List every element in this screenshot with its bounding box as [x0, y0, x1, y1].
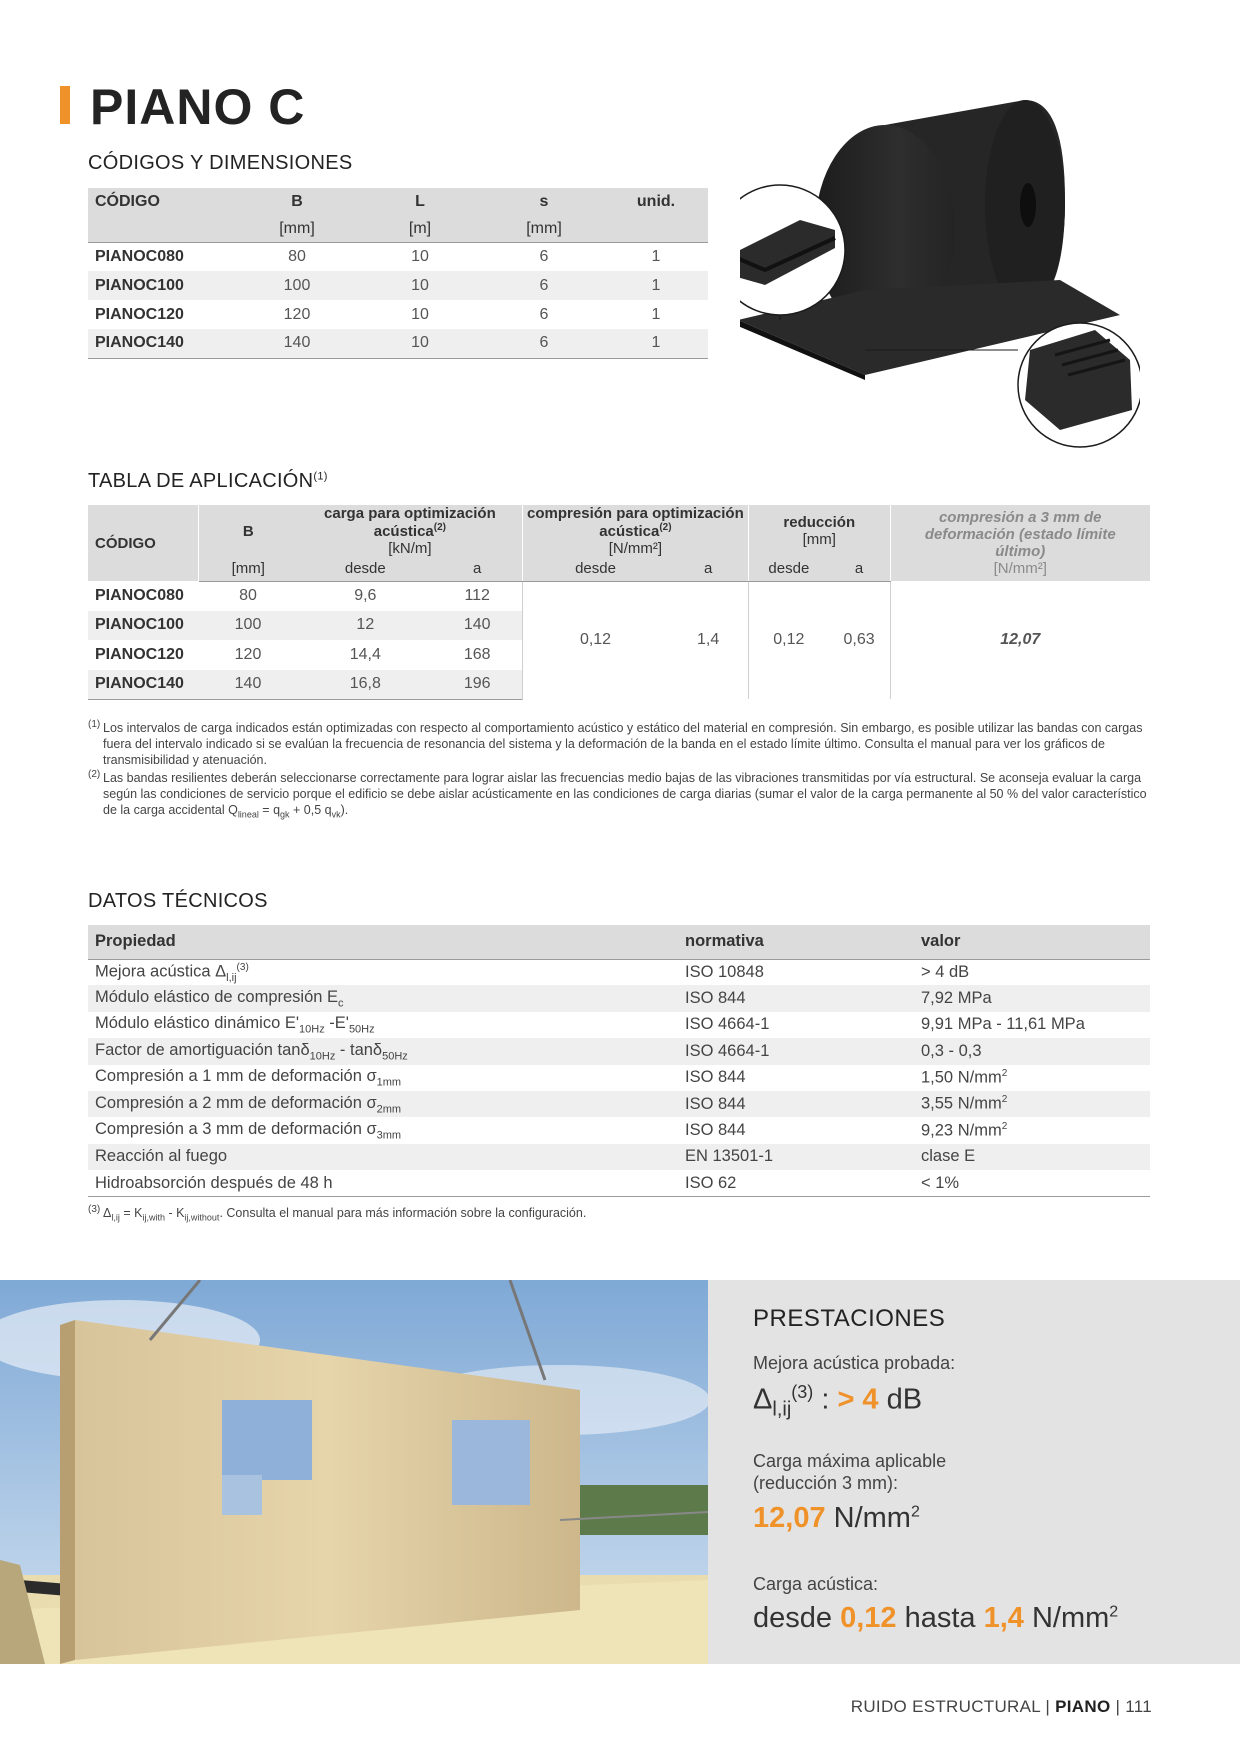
tech-footnote: (3) $\Delta_{l,ij} = K_{ij,with} - K_{ij,without}$. Consulta el manual para más información sobre la configuración.: [88, 1204, 587, 1223]
standard-cell: ISO 4664-1: [678, 1038, 914, 1064]
value-cell: clase E: [914, 1144, 1150, 1170]
perf-label-acoustic: Mejora acústica probada:: [753, 1353, 956, 1373]
property-cell: Reacción al fuego: [88, 1144, 678, 1170]
app-from: desde: [749, 557, 829, 581]
codes-unit: [m]: [356, 216, 484, 242]
application-footnotes: [88, 720, 1150, 825]
app-to: a: [829, 557, 890, 581]
table-row: [88, 985, 1150, 1011]
table-row: PIANOC100 100 10 6 1: [88, 271, 708, 300]
table-row: [88, 1012, 1150, 1038]
value-cell: 7,92 MPa: [914, 985, 1150, 1011]
standard-cell: EN 13501-1: [678, 1144, 914, 1170]
app-from: desde: [522, 557, 668, 581]
tech-header-standard: normativa: [678, 925, 914, 959]
performance-title: PRESTACIONES: [753, 1305, 946, 1332]
red-to-value: 0,63: [829, 581, 890, 699]
standard-cell: ISO 10848: [685, 962, 764, 981]
performance-panel: [708, 1280, 1240, 1664]
table-row: [88, 1144, 1150, 1170]
page-title: PIANO C: [90, 79, 306, 135]
table-row: PIANOC140 140 10 6 1: [88, 329, 708, 358]
app-header-compression: compresión para optimización acústica$^{(2)}$ [N/mm²]: [522, 505, 748, 557]
codes-unit: [604, 216, 708, 242]
value-cell: < 1%: [914, 1170, 1150, 1196]
app-header-load: carga para optimización acústica$^{(2)}$ [kN/m]: [298, 505, 522, 557]
table-row: PIANOC100 100 12 140: [88, 611, 1150, 641]
table-row: PIANOC080 80 10 6 1: [95, 247, 661, 265]
table-row: PIANOC140 140 16,8 196: [88, 670, 1150, 700]
comp-from-value: 0,12: [522, 581, 668, 699]
property-cell: Módulo elástico de compresión $E_c$: [88, 985, 678, 1011]
property-cell: Factor de amortiguación tanδ$_{10Hz}$ - tanδ$_{50Hz}$: [88, 1038, 678, 1064]
property-cell: Módulo elástico dinámico $E'_{10Hz}$ $-E'_{50Hz}$: [95, 1014, 375, 1036]
app-to: a: [433, 557, 523, 581]
property-cell: Mejora acústica $\Delta_{l,ij}^{(3)}$: [95, 961, 249, 984]
application-section-title: TABLA DE APLICACIÓN$^{(1)}$: [88, 470, 328, 492]
uls-value: 12,07: [890, 581, 1150, 699]
table-row: [88, 1091, 1150, 1117]
page-number: 111: [1125, 1697, 1152, 1716]
table-row: PIANOC120 120 10 6 1: [95, 305, 661, 323]
codes-unit: [mm]: [238, 216, 356, 242]
comp-to-value: 1,4: [668, 581, 748, 699]
app-header-code: CÓDIGO: [88, 505, 198, 581]
table-row: [88, 1065, 1150, 1091]
value-cell: > 4 dB: [921, 962, 970, 981]
product-roll-image: [740, 80, 1140, 450]
red-from-value: 0,12: [749, 581, 829, 699]
perf-value-max-load: 12,07 $N/mm^2$: [753, 1502, 920, 1534]
standard-cell: ISO 62: [678, 1170, 914, 1196]
property-cell: Compresión a 2 mm de deformación $\sigma_{2mm}$: [88, 1091, 678, 1117]
value-cell: 1,50 $N/mm^2$: [921, 1068, 1008, 1087]
perf-value-acoustic-load: desde 0,12 hasta 1,4 $N/mm^2$: [753, 1602, 1119, 1634]
app-header-reduction: reducción [mm]: [749, 505, 890, 557]
table-row: PIANOC080 80 9,6 112 0,12 1,4 0,12 0,63 12,07: [88, 581, 1150, 611]
table-row: [88, 959, 1150, 985]
standard-cell: ISO 844: [678, 1091, 914, 1117]
footer-product: PIANO: [1055, 1697, 1111, 1716]
codes-table: [88, 188, 708, 359]
standard-cell: ISO 844: [685, 1121, 746, 1140]
value-cell: 3,55 $N/mm^2$: [914, 1091, 1150, 1117]
footnote-1: (1) Los intervalos de carga indicados están optimizadas con respecto al comportamiento acústico y estático del material en compresión. Sin embargo, es posible utilizar las bandas con cargas fuera del intervalo indicado si se evalúan la frecuencia de resonancia del sistema y la deformación de la banda en el estado límite último. Consulta el manual para ver los gráficos de transmisibilidad y atenuación.: [88, 719, 1143, 767]
perf-label-max-load: Carga máxima aplicable (reducción 3 mm):: [753, 1451, 947, 1493]
codes-unit: [88, 216, 238, 242]
perf-label-acoustic-load: Carga acústica:: [753, 1574, 879, 1594]
app-to: a: [668, 557, 748, 581]
value-cell: 0,3 - 0,3: [914, 1038, 1150, 1064]
codes-header-code: CÓDIGO: [88, 188, 238, 216]
standard-cell: ISO 4664-1: [685, 1015, 770, 1034]
property-cell: Compresión a 3 mm de deformación $\sigma_{3mm}$: [95, 1119, 402, 1142]
table-row: [88, 1038, 1150, 1064]
value-cell: 9,91 MPa - 11,61 MPa: [921, 1015, 1085, 1034]
standard-cell: ISO 844: [678, 985, 914, 1011]
footnote-2: (2) Las bandas resilientes deberán seleccionarse correctamente para lograr aislar las frecuencias medio bajas de las vibraciones transmitidas por vía estructural. Se aconseja evaluar la carga según las condiciones de servicio porque el edificio se debe aislar acústicamente en las condiciones de carga diarias (sumar el valor de la carga permanente al 50 % del valor característico de la carga accidental $Q_{lineal} = q_{gk} + 0,5$ $q_{vk}$).: [88, 769, 1147, 820]
application-table: [88, 505, 1150, 700]
perf-value-acoustic: $\Delta_{l,ij}^{(3)}$ : > 4 dB: [753, 1382, 923, 1421]
codes-header-b: B: [238, 188, 356, 216]
app-unit-b: [mm]: [198, 557, 298, 581]
property-cell: Compresión a 1 mm de deformación $\sigma_{1mm}$: [95, 1067, 402, 1089]
standard-cell: ISO 844: [685, 1068, 746, 1087]
title-accent-bar: [60, 86, 70, 124]
tech-header-value: valor: [914, 925, 1150, 959]
tech-table: [88, 925, 1150, 1197]
codes-unit: [mm]: [484, 216, 604, 242]
app-header-b: B: [198, 505, 298, 557]
codes-section-title: CÓDIGOS Y DIMENSIONES: [88, 152, 353, 174]
table-row: [88, 1170, 1150, 1196]
value-cell: 9,23 $N/mm^2$: [921, 1120, 1008, 1140]
codes-header-s: s: [484, 188, 604, 216]
page-footer: RUIDO ESTRUCTURAL | PIANO | 111: [850, 1697, 1152, 1716]
codes-header-l: L: [356, 188, 484, 216]
footer-section: RUIDO ESTRUCTURAL: [850, 1697, 1041, 1716]
table-row: [88, 1117, 1150, 1143]
tech-section-title: DATOS TÉCNICOS: [88, 890, 268, 912]
codes-header-unit: unid.: [604, 188, 708, 216]
tech-header-property: Propiedad: [88, 925, 678, 959]
property-cell: Hidroabsorción después de 48 h: [88, 1170, 678, 1196]
app-from: desde: [298, 557, 433, 581]
clt-wall-photo: [0, 1280, 708, 1664]
app-header-uls: compresión a 3 mm de deformación (estado límite último) [N/mm²]: [890, 505, 1150, 581]
table-row: PIANOC120 120 14,4 168: [95, 645, 491, 663]
